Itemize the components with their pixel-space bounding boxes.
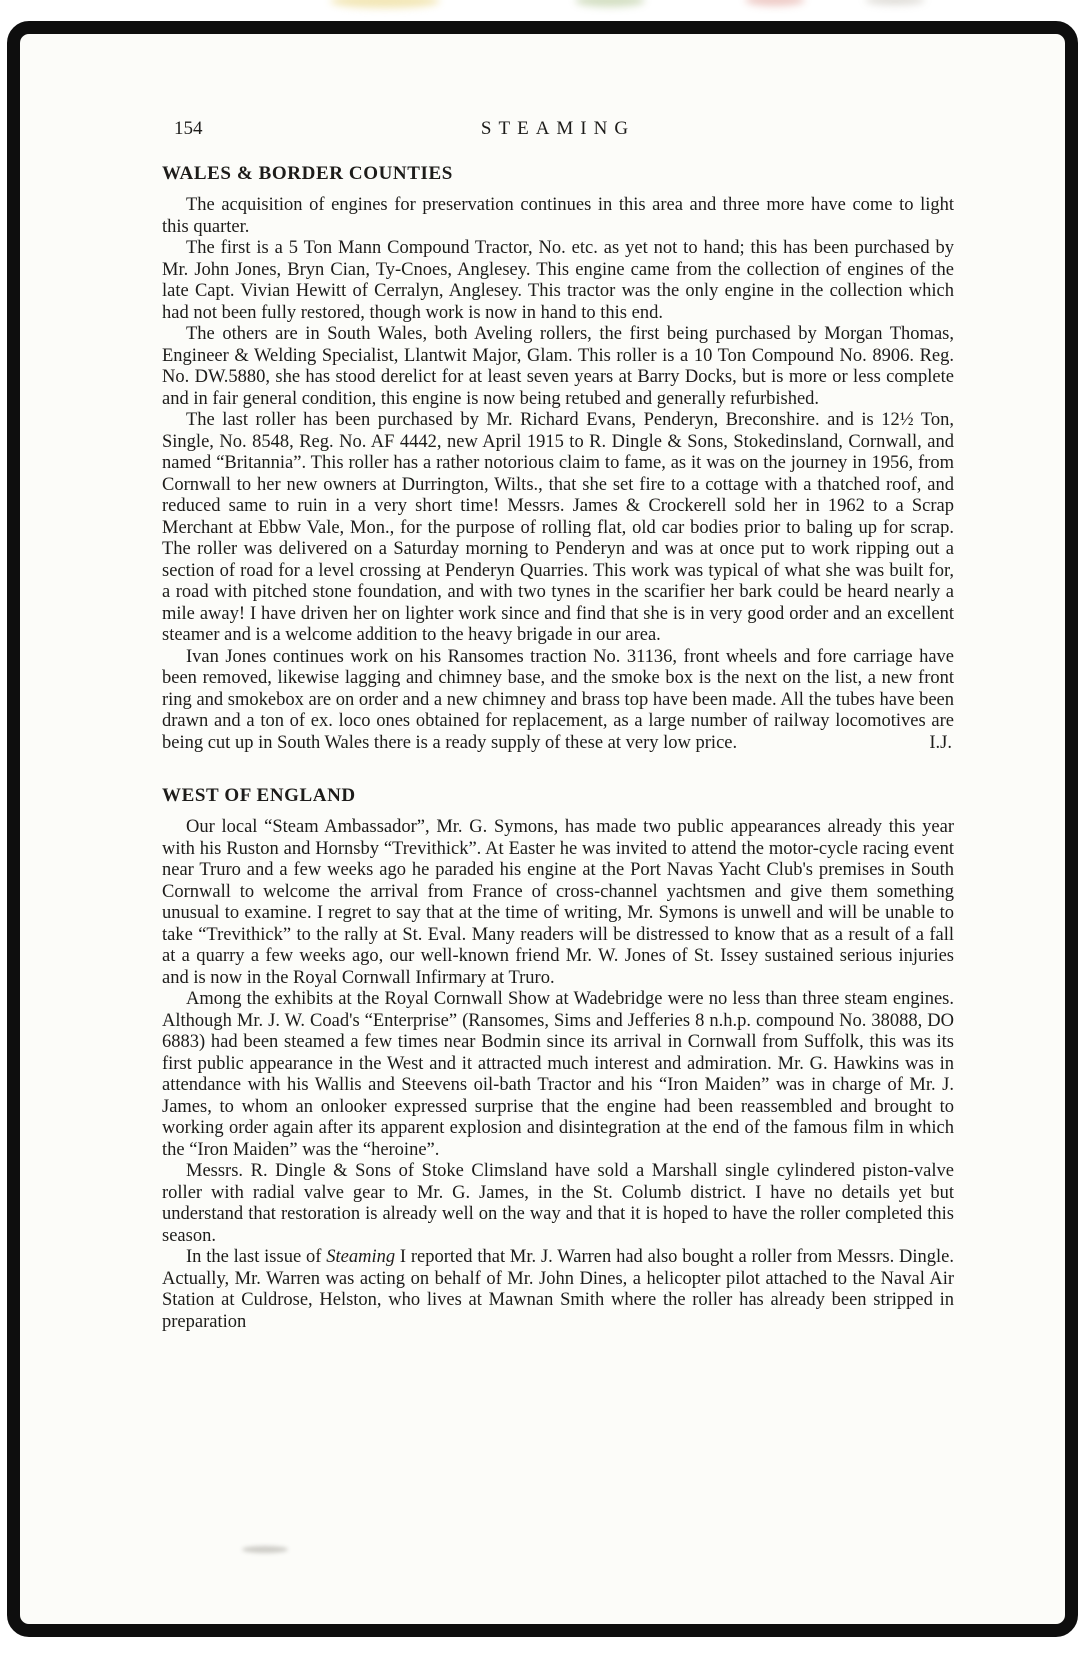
section-wales-border-counties <box>162 162 954 754</box>
page-content <box>162 118 954 1333</box>
page-header <box>162 118 954 144</box>
journal-title-italic: Steaming <box>326 1247 396 1267</box>
paragraph-west-1: Our local “Steam Ambassador”, Mr. G. Symons, has made two public appearances already this year with his Ruston and Hornsby “Trevithick”. At Easter he was invited to attend the motor-cycle racing event near Truro and a few weeks ago he paraded his engine at the Port Navas Yacht Club's premises in South Cornwall to welcome the arrival from France of cross-channel yachtsmen and give them something unusual to examine. I regret to say that at the time of writing, Mr. Symons is unwell and will be unable to take “Trevithick” to the rally at St. Eval. Many readers will be distressed to know that as a result of a fall at a quarry a few weeks ago, our well-known friend Mr. W. Jones of St. Issey sustained serious injuries and is now in the Royal Cornwall Infirmary at Truro. <box>162 817 954 988</box>
section-west-of-england <box>162 784 954 1333</box>
paragraph-west-4 <box>162 1247 954 1333</box>
paragraph-wales-2: The first is a 5 Ton Mann Compound Tractor, No. etc. as yet not to hand; this has been purchased by Mr. John Jones, Bryn Cian, Ty-Cnoes, Anglesey. This engine came from the collection of engines of the late Capt. Vivian Hewitt of Cerralyn, Anglesey. This tractor was the only engine in the collection which had not been fully restored, though work is now in hand to this end. <box>162 238 954 323</box>
journal-title: STEAMING <box>480 118 636 139</box>
paragraph-wales-5 <box>162 647 954 755</box>
section-heading-west: WEST OF ENGLAND <box>162 785 356 806</box>
paragraph-west-3: Messrs. R. Dingle & Sons of Stoke Climsland have sold a Marshall single cylindered piston-valve roller with radial valve gear to Mr. G. James, in the St. Columb district. I have no details yet but understand that restoration is already well on the way and that it is hoped to have the roller completed this season. <box>162 1161 954 1246</box>
scan-artifact-smudge <box>242 1546 288 1553</box>
scan-artifact-green <box>575 0 645 7</box>
text-run: I reported that Mr. J. Warren had also bought a roller from Messrs. Dingle. Actually, Mr. Warren was acting on behalf of Mr. John Dines, a helicopter pilot attached to the Naval Air Station at Culdrose, Helston, who lives at Mawnan Smith where the roller has already been stripped in preparation <box>162 1247 954 1332</box>
section-heading-wales: WALES & BORDER COUNTIES <box>162 163 453 184</box>
paragraph-wales-4: The last roller has been purchased by Mr. Richard Evans, Penderyn, Breconshire. and is 12½ Ton, Single, No. 8548, Reg. No. AF 4442, new April 1915 to R. Dingle & Sons, Stokedinsland, Cornwall, and named “Britannia”. This roller has a rather notorious claim to fame, as it was on the journey in 1956, from Cornwall to her new owners at Durrington, Wilts., that she set fire to a cottage with a thatched roof, and reduced same to ruin in a very short time! Messrs. James & Crockerell sold her in 1962 to a Scrap Merchant at Ebbw Vale, Mon., for the purpose of rolling flat, old car bodies prior to baling up for scrap. The roller was delivered on a Saturday morning to Penderyn and was at once put to work ripping out a section of road for a level crossing at Penderyn Quarries. This work was typical of what she was built for, a road with pitched stone foundation, and with two tynes in the scarifier her bark could be heard nearly a mile away! I have driven her on lighter work since and find that she is in very good order and an excellent steamer and is a welcome addition to the heavy brigade in our area. <box>162 410 954 645</box>
scan-artifact-red <box>745 0 805 6</box>
author-initials: I.J. <box>929 732 952 753</box>
scanned-page <box>7 21 1078 1637</box>
scan-artifact-grey <box>865 0 925 5</box>
text-run: Ivan Jones continues work on his Ransomes traction No. 31136, front wheels and fore carriage have been removed, likewise lagging and chimney base, and the smoke box is the next on the list, a new front ring and smokebox are on order and a new chimney and brass top have been made. All the tubes have been drawn and a ton of ex. loco ones obtained for replacement, as a large number of railway locomotives are being cut up in South Wales there is a ready supply of these at very low price. <box>162 646 954 753</box>
paragraph-wales-3: The others are in South Wales, both Aveling rollers, the first being purchased by Morgan Thomas, Engineer & Welding Specialist, Llantwit Major, Glam. This roller is a 10 Ton Compound No. 8906. Reg. No. DW.5880, she has stood derelict for at least seven years at Barry Docks, but is more or less complete and in fair general condition, this engine is now being retubed and generally refurbished. <box>162 324 954 409</box>
scan-artifact-yellow <box>330 0 440 8</box>
paragraph-wales-1: The acquisition of engines for preservation continues in this area and three more have come to light this quarter. <box>162 195 954 237</box>
paragraph-west-2: Among the exhibits at the Royal Cornwall Show at Wadebridge were no less than three steam engines. Although Mr. J. W. Coad's “Enterprise” (Ransomes, Sims and Jefferies 8 n.h.p. compound No. 38088, DO 6883) had been steamed a few times near Bodmin since its arrival in Cornwall from Suffolk, this was its first public appearance in the West and it attracted much interest and admiration. Mr. G. Hawkins was in attendance with his Wallis and Steevens oil-bath Tractor and his “Iron Maiden” was in charge of Mr. J. James, to whom an onlooker expressed surprise that the engine had been reassembled and brought to working order again after its apparent explosion and disintegration at the end of the famous film in which the “Iron Maiden” was the “heroine”. <box>162 989 954 1160</box>
page-number: 154 <box>174 118 203 139</box>
text-run: In the last issue of <box>186 1247 327 1267</box>
